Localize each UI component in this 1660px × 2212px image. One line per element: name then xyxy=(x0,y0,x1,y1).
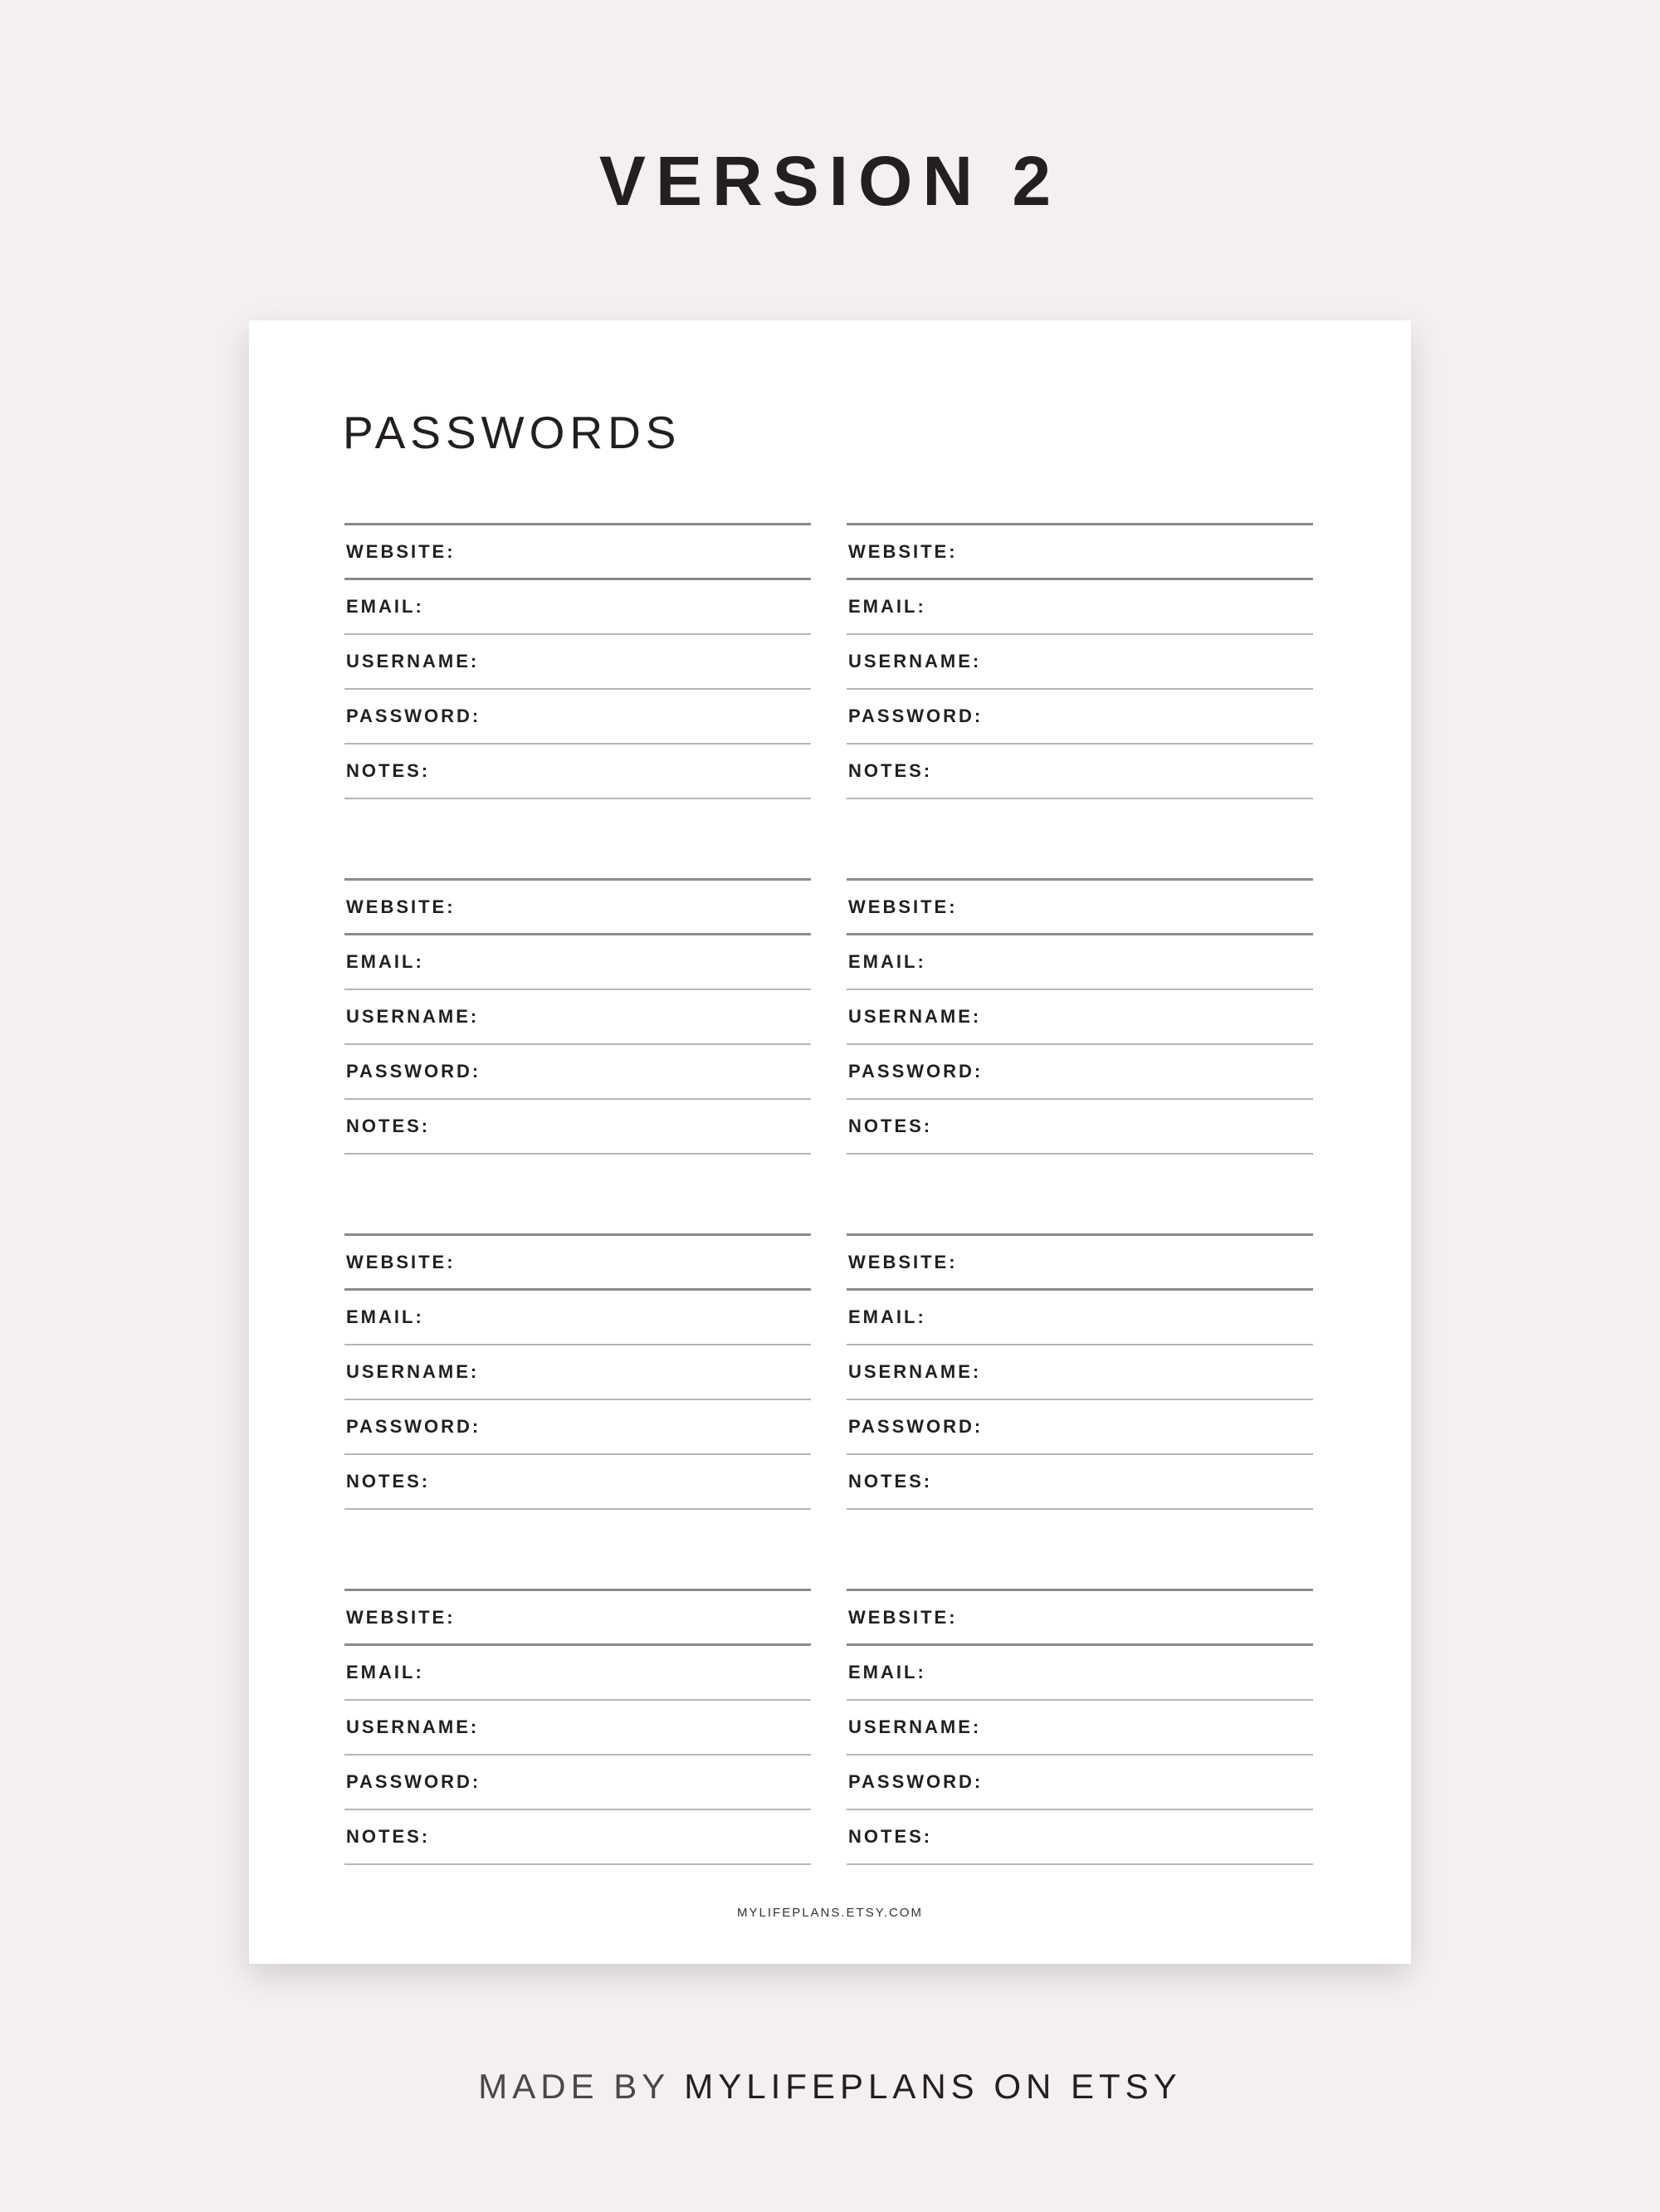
field-label: USERNAME: xyxy=(346,1361,480,1382)
password-entry-card xyxy=(344,1589,811,1866)
version-title: VERSION 2 xyxy=(598,142,1062,220)
field-row xyxy=(847,1400,1313,1455)
password-entry-card xyxy=(847,878,1313,1155)
field-row xyxy=(847,690,1313,745)
field-label: NOTES: xyxy=(848,1826,933,1847)
field-label: NOTES: xyxy=(346,1826,431,1847)
field-label: WEBSITE: xyxy=(346,540,456,562)
field-row xyxy=(344,881,811,935)
field-row xyxy=(847,1591,1313,1646)
field-label: NOTES: xyxy=(848,760,933,781)
field-row xyxy=(847,1455,1313,1510)
field-label: WEBSITE: xyxy=(848,1606,958,1628)
field-row xyxy=(344,635,811,690)
field-row xyxy=(847,745,1313,799)
field-row xyxy=(847,635,1313,690)
field-label: PASSWORD: xyxy=(848,1771,984,1792)
field-label: EMAIL: xyxy=(346,596,424,617)
field-row xyxy=(847,1045,1313,1100)
field-label: NOTES: xyxy=(848,1471,933,1492)
field-row xyxy=(344,1100,811,1155)
field-row xyxy=(847,1345,1313,1400)
field-label: WEBSITE: xyxy=(346,896,456,917)
password-entry-card xyxy=(344,878,811,1155)
field-row xyxy=(847,1100,1313,1155)
field-row xyxy=(344,1755,811,1810)
field-label: USERNAME: xyxy=(848,1716,982,1737)
printable-sheet xyxy=(249,320,1411,1964)
field-row xyxy=(344,1345,811,1400)
sheet-footer-url: MYLIFEPLANS.ETSY.COM xyxy=(737,1906,923,1920)
field-label: WEBSITE: xyxy=(848,1251,958,1272)
field-label: NOTES: xyxy=(346,760,431,781)
field-label: EMAIL: xyxy=(346,1662,424,1682)
field-row xyxy=(847,580,1313,635)
field-label: WEBSITE: xyxy=(346,1251,456,1272)
sheet-title: PASSWORDS xyxy=(343,407,681,458)
field-row xyxy=(847,881,1313,935)
entry-grid xyxy=(249,320,1411,1897)
field-row xyxy=(344,690,811,745)
field-label: USERNAME: xyxy=(346,1006,480,1027)
field-label: EMAIL: xyxy=(848,1662,926,1682)
field-label: WEBSITE: xyxy=(848,896,958,917)
password-entry-card xyxy=(847,1589,1313,1866)
field-label: EMAIL: xyxy=(848,596,926,617)
field-label: USERNAME: xyxy=(346,651,480,671)
password-entry-card xyxy=(344,1233,811,1511)
field-row xyxy=(847,525,1313,580)
field-row xyxy=(344,745,811,799)
field-row xyxy=(344,1810,811,1865)
field-label: PASSWORD: xyxy=(848,1416,984,1437)
field-label: PASSWORD: xyxy=(346,1416,481,1437)
field-row xyxy=(344,1701,811,1755)
field-label: NOTES: xyxy=(346,1471,431,1492)
field-row xyxy=(847,935,1313,990)
field-label: PASSWORD: xyxy=(848,706,984,726)
field-row xyxy=(847,1755,1313,1810)
field-row xyxy=(344,525,811,580)
field-label: EMAIL: xyxy=(346,1306,424,1327)
shop-name: MYLIFEPLANS ON ETSY xyxy=(684,2067,1182,2106)
field-row xyxy=(847,990,1313,1045)
field-row xyxy=(344,1455,811,1510)
field-row xyxy=(344,580,811,635)
field-label: PASSWORD: xyxy=(346,1061,481,1082)
field-row xyxy=(847,1810,1313,1865)
field-row xyxy=(344,1291,811,1345)
field-label: EMAIL: xyxy=(848,951,926,972)
password-entry-card xyxy=(344,523,811,800)
field-row xyxy=(847,1646,1313,1701)
field-label: NOTES: xyxy=(346,1116,431,1136)
field-label: PASSWORD: xyxy=(848,1061,984,1082)
field-row xyxy=(344,1646,811,1701)
field-row xyxy=(344,1400,811,1455)
field-row xyxy=(344,935,811,990)
field-label: USERNAME: xyxy=(848,651,982,671)
field-label: USERNAME: xyxy=(848,1361,982,1382)
made-by-line xyxy=(0,2062,1660,2112)
field-row xyxy=(344,1045,811,1100)
field-row xyxy=(344,990,811,1045)
made-by-prefix: MADE BY xyxy=(478,2067,670,2106)
field-label: WEBSITE: xyxy=(346,1606,456,1628)
password-entry-card xyxy=(847,523,1313,800)
field-row xyxy=(847,1701,1313,1755)
field-label: EMAIL: xyxy=(848,1306,926,1327)
field-row xyxy=(344,1236,811,1291)
field-row xyxy=(847,1291,1313,1345)
field-label: PASSWORD: xyxy=(346,706,481,726)
field-label: EMAIL: xyxy=(346,951,424,972)
field-label: PASSWORD: xyxy=(346,1771,481,1792)
field-label: WEBSITE: xyxy=(848,540,958,562)
field-label: USERNAME: xyxy=(346,1716,480,1737)
field-row xyxy=(344,1591,811,1646)
field-label: NOTES: xyxy=(848,1116,933,1136)
field-row xyxy=(847,1236,1313,1291)
field-label: USERNAME: xyxy=(848,1006,982,1027)
password-entry-card xyxy=(847,1233,1313,1511)
